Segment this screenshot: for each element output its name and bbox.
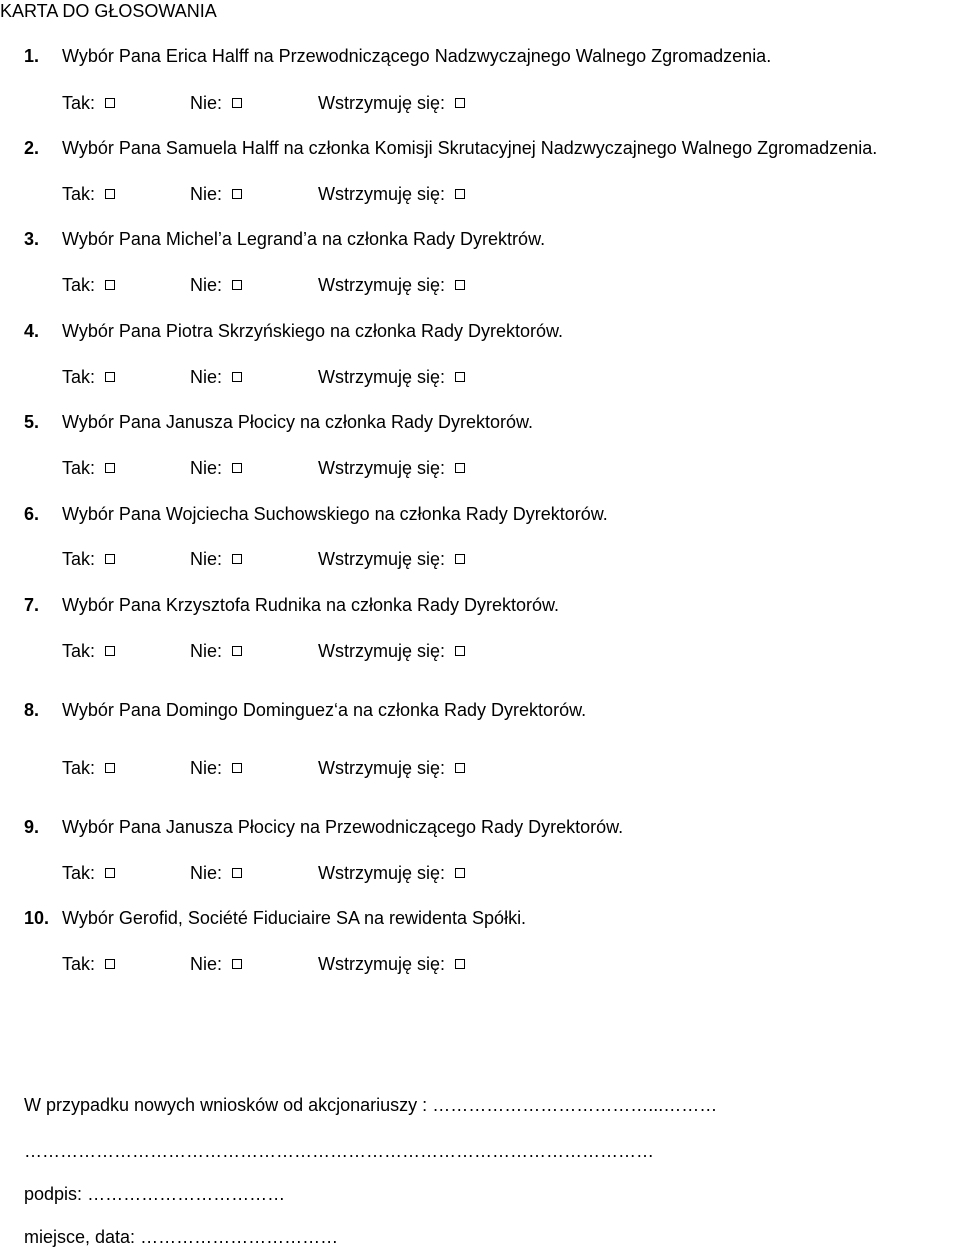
- vote-yes-label: Tak:: [62, 954, 96, 974]
- vote-abstain-label: Wstrzymuję się:: [318, 954, 446, 974]
- vote-no-label: Nie:: [190, 954, 223, 974]
- place-date-label: miejsce, data:: [24, 1227, 136, 1247]
- vote-abstain-option[interactable]: [318, 640, 465, 662]
- checkbox-icon[interactable]: [455, 372, 465, 382]
- vote-yes-option[interactable]: [62, 862, 115, 884]
- new-motions-field[interactable]: ………………………………...………: [432, 1095, 718, 1115]
- vote-yes-label: Tak:: [62, 367, 96, 387]
- resolution-text: Wybór Pana Samuela Halff na członka Komisji Skrutacyjnej Nadzwyczajnego Walnego Zgromadzenia.: [62, 138, 878, 158]
- checkbox-icon[interactable]: [105, 868, 115, 878]
- vote-yes-label: Tak:: [62, 758, 96, 778]
- vote-no-label: Nie:: [190, 184, 223, 204]
- checkbox-icon[interactable]: [105, 189, 115, 199]
- vote-no-option[interactable]: [190, 862, 242, 884]
- resolution-number: 4.: [24, 321, 40, 341]
- vote-abstain-label: Wstrzymuję się:: [318, 458, 446, 478]
- vote-no-label: Nie:: [190, 458, 223, 478]
- vote-no-option[interactable]: [190, 640, 242, 662]
- resolution-text: Wybór Pana Piotra Skrzyńskiego na członka Rady Dyrektorów.: [62, 321, 564, 341]
- vote-abstain-option[interactable]: [318, 366, 465, 388]
- checkbox-icon[interactable]: [105, 280, 115, 290]
- vote-yes-label: Tak:: [62, 458, 96, 478]
- checkbox-icon[interactable]: [232, 763, 242, 773]
- vote-no-label: Nie:: [190, 863, 223, 883]
- vote-abstain-label: Wstrzymuję się:: [318, 549, 446, 569]
- vote-yes-option[interactable]: [62, 757, 115, 779]
- resolution-number: 8.: [24, 700, 40, 720]
- checkbox-icon[interactable]: [105, 372, 115, 382]
- new-motions-label: W przypadku nowych wniosków od akcjonariuszy :: [24, 1095, 428, 1115]
- vote-yes-option[interactable]: [62, 366, 115, 388]
- checkbox-icon[interactable]: [232, 98, 242, 108]
- checkbox-icon[interactable]: [455, 280, 465, 290]
- vote-no-label: Nie:: [190, 275, 223, 295]
- signature-label: podpis:: [24, 1184, 83, 1204]
- vote-yes-option[interactable]: [62, 640, 115, 662]
- vote-no-option[interactable]: [190, 548, 242, 570]
- vote-yes-label: Tak:: [62, 549, 96, 569]
- vote-yes-label: Tak:: [62, 863, 96, 883]
- resolution-number: 5.: [24, 412, 40, 432]
- place-date-field[interactable]: ……………………………: [140, 1227, 339, 1247]
- vote-abstain-label: Wstrzymuję się:: [318, 184, 446, 204]
- checkbox-icon[interactable]: [232, 463, 242, 473]
- checkbox-icon[interactable]: [455, 98, 465, 108]
- resolution-number: 9.: [24, 817, 40, 837]
- resolution-number: 7.: [24, 595, 40, 615]
- checkbox-icon[interactable]: [232, 554, 242, 564]
- vote-no-label: Nie:: [190, 641, 223, 661]
- new-motions-continuation-field[interactable]: ……………………………………………………………………………………………: [24, 1141, 654, 1161]
- vote-yes-option[interactable]: [62, 457, 115, 479]
- vote-no-label: Nie:: [190, 549, 223, 569]
- checkbox-icon[interactable]: [455, 646, 465, 656]
- document-title: KARTA DO GŁOSOWANIA: [0, 1, 217, 21]
- resolution-number: 10.: [24, 908, 50, 928]
- checkbox-icon[interactable]: [455, 959, 465, 969]
- checkbox-icon[interactable]: [232, 646, 242, 656]
- vote-no-option[interactable]: [190, 366, 242, 388]
- checkbox-icon[interactable]: [232, 959, 242, 969]
- vote-abstain-label: Wstrzymuję się:: [318, 758, 446, 778]
- checkbox-icon[interactable]: [232, 189, 242, 199]
- signature-line: [24, 1183, 285, 1205]
- resolution-text: Wybór Pana Janusza Płocicy na Przewodniczącego Rady Dyrektorów.: [62, 817, 624, 837]
- resolution-text: Wybór Pana Wojciecha Suchowskiego na członka Rady Dyrektorów.: [62, 504, 608, 524]
- vote-abstain-option[interactable]: [318, 548, 465, 570]
- vote-no-label: Nie:: [190, 367, 223, 387]
- new-motions-line: [24, 1094, 717, 1116]
- vote-no-label: Nie:: [190, 758, 223, 778]
- vote-yes-option[interactable]: [62, 92, 115, 114]
- checkbox-icon[interactable]: [232, 280, 242, 290]
- vote-yes-label: Tak:: [62, 184, 96, 204]
- resolution-number: 1.: [24, 46, 40, 66]
- checkbox-icon[interactable]: [105, 98, 115, 108]
- vote-no-option[interactable]: [190, 92, 242, 114]
- vote-abstain-option[interactable]: [318, 457, 465, 479]
- vote-no-option[interactable]: [190, 953, 242, 975]
- vote-abstain-label: Wstrzymuję się:: [318, 93, 446, 113]
- resolution-text: Wybór Gerofid, Société Fiduciaire SA na rewidenta Spółki.: [62, 908, 527, 928]
- vote-yes-label: Tak:: [62, 275, 96, 295]
- vote-abstain-option[interactable]: [318, 757, 465, 779]
- resolution-text: Wybór Pana Erica Halff na Przewodniczącego Nadzwyczajnego Walnego Zgromadzenia.: [62, 46, 772, 66]
- checkbox-icon[interactable]: [455, 868, 465, 878]
- vote-yes-option[interactable]: [62, 274, 115, 296]
- vote-yes-label: Tak:: [62, 93, 96, 113]
- resolution-number: 3.: [24, 229, 40, 249]
- resolution-number: 2.: [24, 138, 40, 158]
- vote-abstain-option[interactable]: [318, 862, 465, 884]
- checkbox-icon[interactable]: [455, 554, 465, 564]
- vote-abstain-option[interactable]: [318, 274, 465, 296]
- checkbox-icon[interactable]: [232, 372, 242, 382]
- resolution-text: Wybór Pana Janusza Płocicy na członka Rady Dyrektorów.: [62, 412, 534, 432]
- resolution-text: Wybór Pana Krzysztofa Rudnika na członka Rady Dyrektorów.: [62, 595, 560, 615]
- vote-yes-option[interactable]: [62, 183, 115, 205]
- checkbox-icon[interactable]: [105, 959, 115, 969]
- checkbox-icon[interactable]: [105, 646, 115, 656]
- checkbox-icon[interactable]: [232, 868, 242, 878]
- vote-no-option[interactable]: [190, 183, 242, 205]
- checkbox-icon[interactable]: [105, 763, 115, 773]
- place-date-line: [24, 1226, 338, 1248]
- vote-no-option[interactable]: [190, 274, 242, 296]
- vote-abstain-label: Wstrzymuję się:: [318, 863, 446, 883]
- vote-abstain-label: Wstrzymuję się:: [318, 367, 446, 387]
- checkbox-icon[interactable]: [455, 763, 465, 773]
- vote-yes-label: Tak:: [62, 641, 96, 661]
- vote-abstain-label: Wstrzymuję się:: [318, 641, 446, 661]
- signature-field[interactable]: ……………………………: [87, 1184, 286, 1204]
- checkbox-icon[interactable]: [455, 189, 465, 199]
- vote-abstain-option[interactable]: [318, 92, 465, 114]
- vote-abstain-option[interactable]: [318, 953, 465, 975]
- vote-no-label: Nie:: [190, 93, 223, 113]
- vote-yes-option[interactable]: [62, 548, 115, 570]
- resolution-text: Wybór Pana Domingo Dominguez‘a na członka Rady Dyrektorów.: [62, 700, 587, 720]
- checkbox-icon[interactable]: [455, 463, 465, 473]
- checkbox-icon[interactable]: [105, 554, 115, 564]
- vote-no-option[interactable]: [190, 757, 242, 779]
- vote-yes-option[interactable]: [62, 953, 115, 975]
- vote-abstain-label: Wstrzymuję się:: [318, 275, 446, 295]
- checkbox-icon[interactable]: [105, 463, 115, 473]
- resolution-number: 6.: [24, 504, 40, 524]
- vote-abstain-option[interactable]: [318, 183, 465, 205]
- resolution-text: Wybór Pana Michel’a Legrand’a na członka Rady Dyrektrów.: [62, 229, 546, 249]
- vote-no-option[interactable]: [190, 457, 242, 479]
